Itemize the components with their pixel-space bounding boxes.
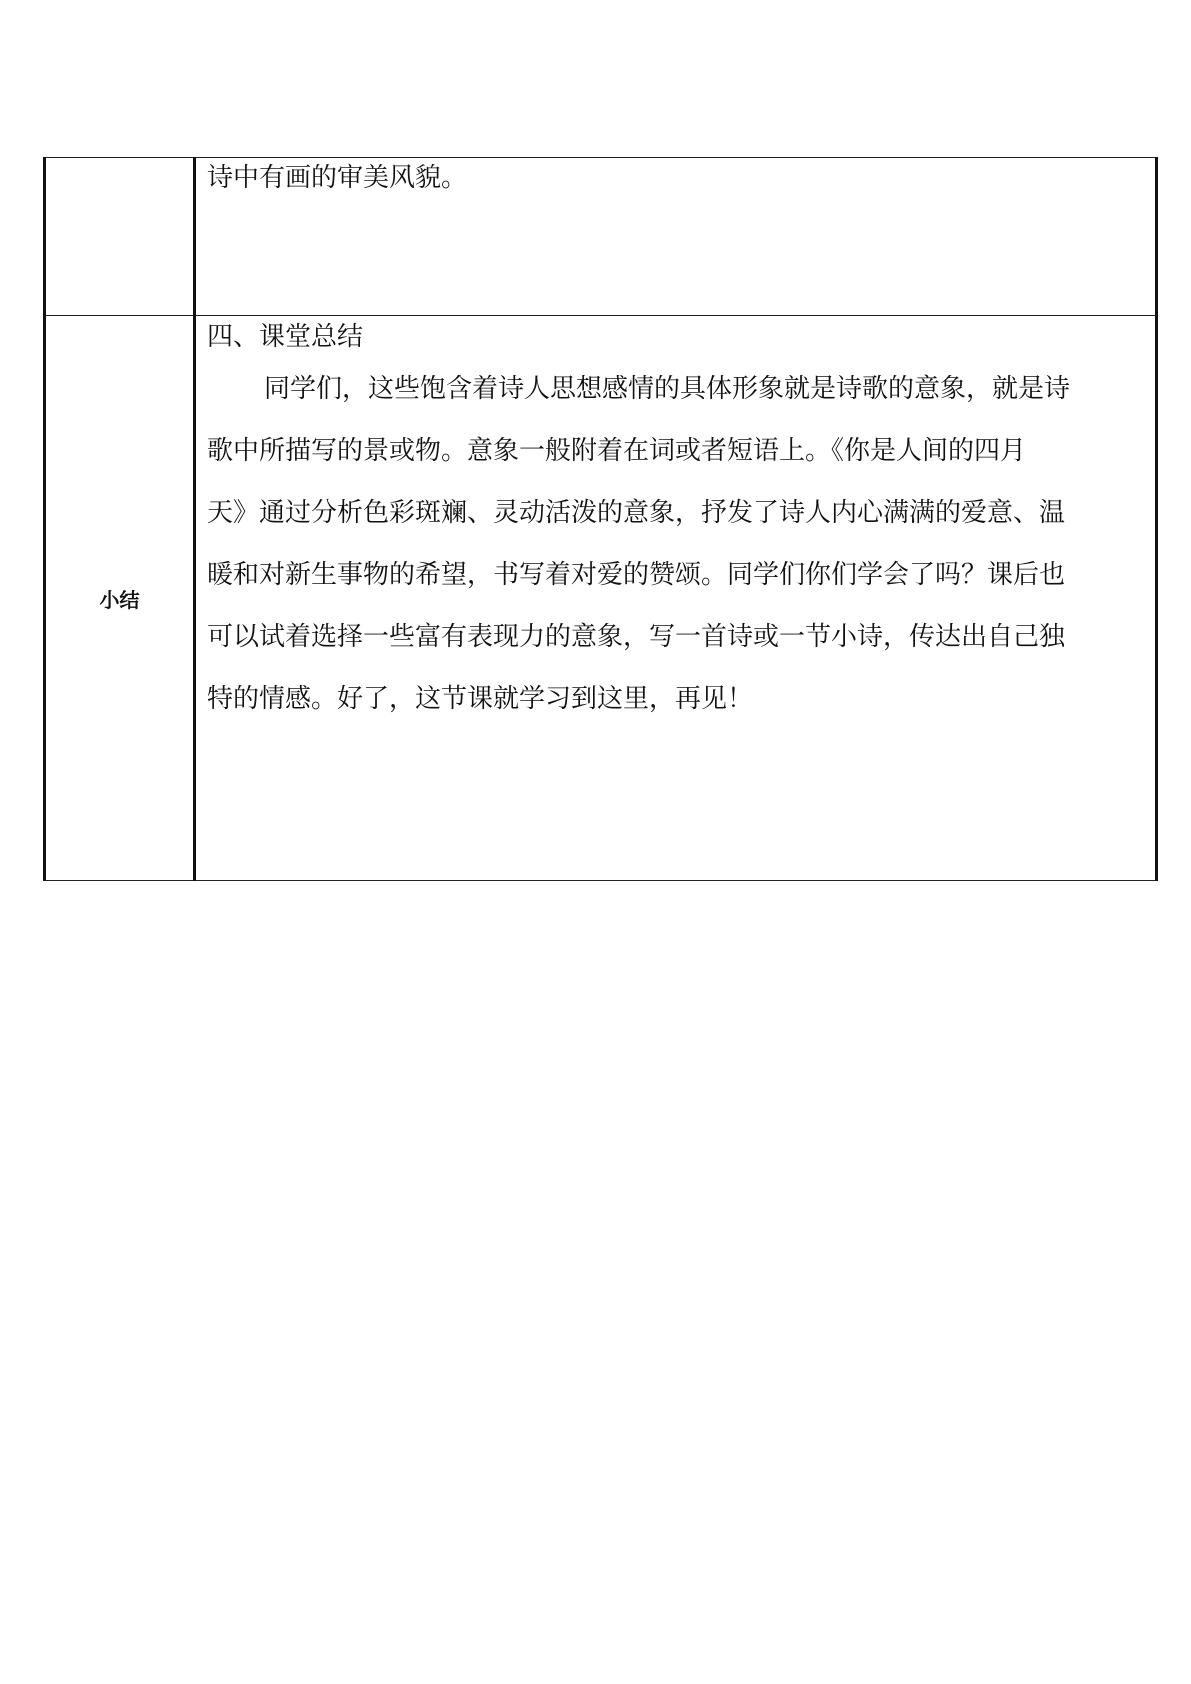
paragraph-line: 可以试着选择一些富有表现力的意象，写一首诗或一节小诗，传达出自己独 xyxy=(207,622,1066,652)
summary-content-cell xyxy=(195,316,1157,881)
row-label-cell xyxy=(45,158,195,316)
row-content-cell xyxy=(195,158,1157,316)
paragraph-line: 歌中所描写的景或物。意象一般附着在词或者短语上。《你是人间的四月 xyxy=(207,436,1027,466)
paragraph-line: 暖和对新生事物的希望，书写着对爱的赞颂。同学们你们学会了吗？课后也 xyxy=(207,560,1066,590)
section-heading: 四、课堂总结 xyxy=(207,322,364,352)
lesson-plan-table xyxy=(43,157,1158,881)
paragraph-line: 天》通过分析色彩斑斓、灵动活泼的意象，抒发了诗人内心满满的爱意、温 xyxy=(207,498,1066,528)
content-line: 诗中有画的审美风貌。 xyxy=(207,163,468,193)
row-label-summary: 小结 xyxy=(45,316,195,881)
table-row xyxy=(45,158,1157,316)
paragraph-line: 特的情感。好了，这节课就学习到这里，再见！ xyxy=(207,684,754,714)
table-row xyxy=(45,316,1157,881)
paragraph-line: 同学们，这些饱含着诗人思想感情的具体形象就是诗歌的意象，就是诗 xyxy=(264,374,1071,404)
